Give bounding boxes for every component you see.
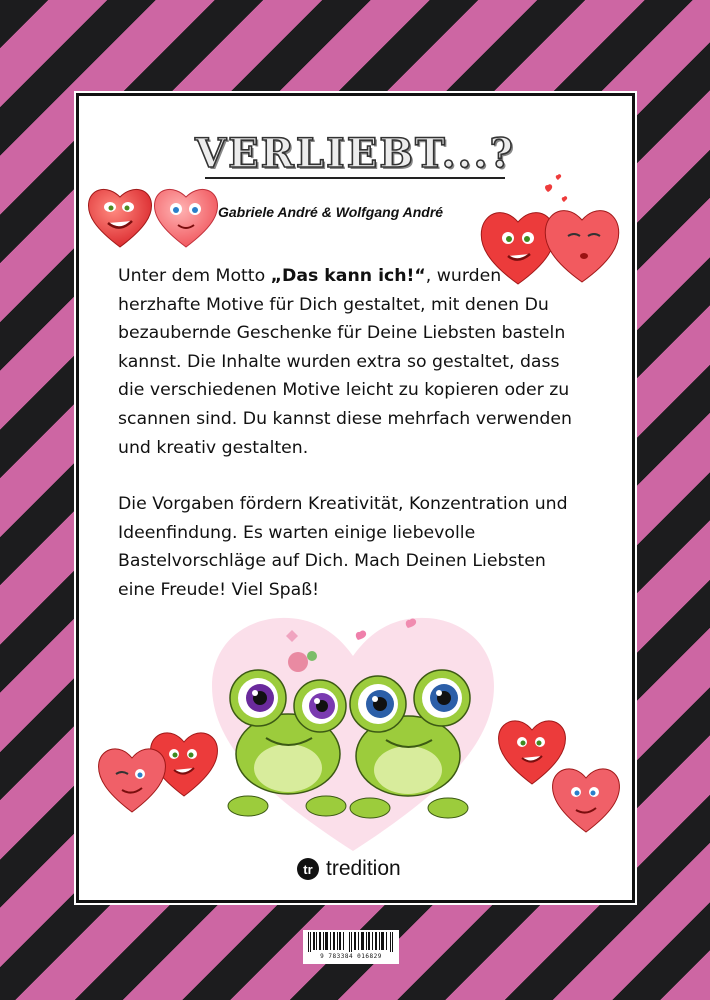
tredition-logo-icon: tr xyxy=(297,858,319,880)
hearts-bottom-right-illustration xyxy=(496,706,624,836)
isbn-barcode xyxy=(303,930,399,964)
book-title: VERLIEBT...? xyxy=(195,130,515,177)
publisher-name: tredition xyxy=(326,857,401,880)
motto-text: „Das kann ich!“ xyxy=(270,266,426,286)
description-text xyxy=(118,262,588,605)
isbn-number: 9 783384 016829 xyxy=(320,953,382,960)
frogs-heart-illustration xyxy=(208,606,498,856)
description-paragraph-1 xyxy=(118,262,588,462)
paragraph-intro: Unter dem Motto xyxy=(118,266,271,286)
description-paragraph-2: Die Vorgaben fördern Kreativität, Konzentration und Ideenfindung. Es warten einige liebevolle Bastelvorschläge auf Dich. Mach Deinen Liebsten eine Freude! Viel Spaß! xyxy=(118,494,568,600)
hearts-bottom-left-illustration xyxy=(96,712,220,816)
author-names: Gabriele André & Wolfgang André xyxy=(218,204,444,220)
publisher-logo xyxy=(297,857,401,881)
title-underline xyxy=(205,177,505,179)
paragraph-rest: , wurden herzhafte Motive für Dich gestaltet, mit denen Du bezaubernde Geschenke für Deine Liebsten basteln kannst. Die Inhalte wurden extra so gestaltet, dass die verschiedenen Motive leicht zu kopieren oder zu scannen sind. Du kannst diese mehrfach verwenden und kreativ gestalten. xyxy=(118,266,572,458)
barcode-icon xyxy=(306,932,396,952)
hearts-top-left-illustration xyxy=(86,183,220,251)
